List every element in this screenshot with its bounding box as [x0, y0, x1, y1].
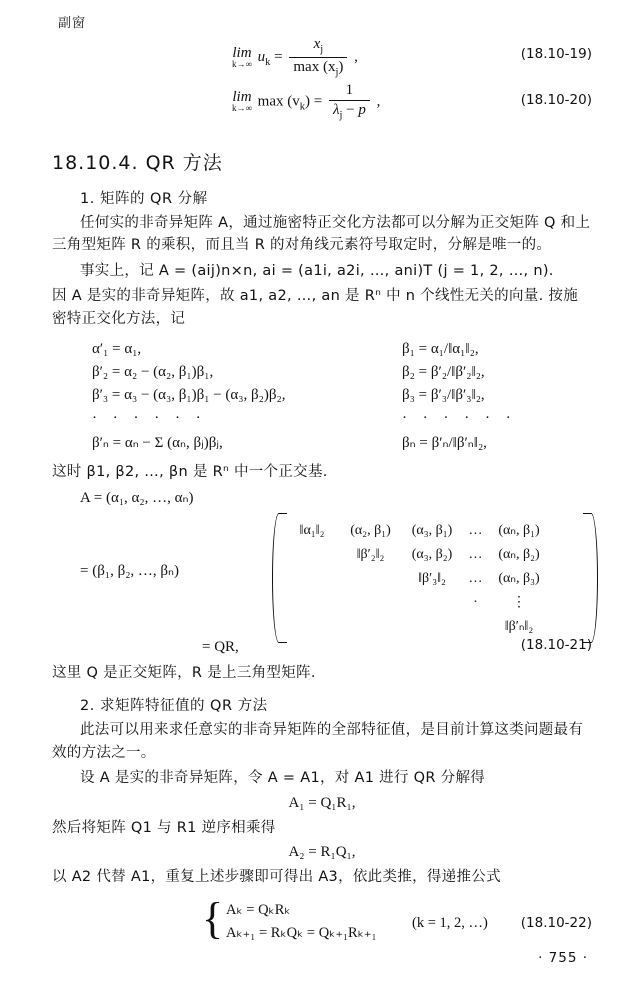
table-row	[52, 384, 592, 407]
gram-left-dots: · · · · · ·	[92, 410, 207, 427]
equation-18-10-19-body	[232, 36, 358, 79]
gram-right-3: β₃ = β′₃/‖β′₃‖₂,	[402, 387, 485, 404]
equation-lhs-sub: k	[265, 57, 271, 68]
paragraph-method-effectiveness: 此法可以用来求任意实的非奇异矩阵的全部特征值，是目前计算这类问题最有效的方法之一。	[52, 722, 584, 761]
fraction-denominator: $\lambda_j - p$	[332, 102, 366, 122]
matrix-bracket-left	[272, 513, 287, 643]
gram-left-1: α′₁ = α₁,	[92, 341, 142, 358]
matrix-lhs-beta: = (β₁, β₂, …, βₙ)	[80, 562, 180, 579]
subsection-heading-2: 2. 求矩阵特征值的 QR 方法	[80, 698, 268, 715]
matrix-row-5: ‖β′ₙ‖₂	[504, 618, 534, 634]
gram-right-1: β₁ = α₁/‖α₁‖₂,	[402, 341, 479, 358]
matrix-r	[272, 513, 598, 641]
qr-equals: = QR,	[202, 638, 239, 655]
equation-18-10-20	[52, 82, 592, 128]
recursion-line-2: Aₖ₊₁ = RₖQₖ = Qₖ₊₁Rₖ₊₁	[226, 924, 377, 941]
equation-tag-18-10-20: (18.10-20)	[520, 92, 592, 108]
matrix-rows	[286, 519, 586, 639]
equation-tag-18-10-19: (18.10-19)	[520, 46, 592, 62]
qr-result-line	[52, 635, 592, 659]
page-number: · 755 ·	[538, 950, 588, 966]
paragraph-setup: 设 A 是实的非奇异矩阵，令 A = A1，对 A1 进行 QR 分解得	[80, 770, 486, 787]
paragraph-definition: 事实上，记 A = (aij)n×n, ai = (a1i, a2i, …, ani)T (j = 1, 2, …, n).	[80, 262, 554, 279]
fraction-denominator: $\max (x_j)$	[293, 59, 344, 79]
matrix-row-3: ‖β′₃‖₂ … (αₙ, β₃)	[418, 570, 540, 586]
fraction	[329, 82, 370, 122]
recursion-formula-block	[52, 895, 592, 947]
equals-sign: =	[313, 93, 323, 110]
paragraph-orthogonal-basis: 这时 β1, β2, …, βn 是 Rⁿ 中一个正交基.	[52, 464, 328, 481]
equation-tag-18-10-22: (18.10-22)	[520, 914, 592, 931]
paragraph-qr-decomposition: 任何实的非奇异矩阵 A，通过施密特正交化方法都可以分解为正交矩阵 Q 和上三角型矩阵 R 的乘积，而且当 R 的对角线元素符号取定时，分解是唯一的。	[52, 215, 591, 254]
equation-trailing-comma: ,	[376, 93, 381, 110]
equation-18-10-19	[52, 36, 592, 82]
limit-operator: lim k→∞	[232, 44, 252, 69]
table-row	[52, 430, 592, 455]
paragraph-q-r-meaning: 这里 Q 是正交矩阵，R 是上三角型矩阵.	[52, 664, 316, 681]
gram-right-n: βₙ = β′ₙ/‖β′ₙ‖₂,	[402, 435, 487, 452]
recursion-line-1: Aₖ = QₖRₖ	[226, 901, 291, 918]
fraction-numerator: $x_j$	[289, 36, 347, 58]
gram-right-dots: · · · · · ·	[402, 410, 517, 427]
gram-left-n: β′ₙ = αₙ − Σ (αₙ, βⱼ)βⱼ,	[92, 435, 223, 452]
recursion-equations	[226, 899, 377, 945]
equation-trailing-comma: ,	[354, 49, 358, 65]
paragraph-recursion: 以 A2 代替 A1，重复上述步骤即可得出 A3，依此类推，得递推公式	[52, 869, 501, 886]
table-row	[52, 361, 592, 384]
recursion-condition: (k = 1, 2, …)	[412, 914, 488, 931]
equation-a1-qr: A₁ = Q₁R₁,	[288, 794, 356, 811]
fraction	[289, 36, 347, 79]
paragraph-linear-independence: 因 A 是实的非奇异矩阵，故 a1, a2, …, an 是 Rⁿ 中 n 个线性无关的向量. 按施密特正交化方法，记	[52, 288, 579, 327]
equation-18-10-20-body: lim k→∞ $\max (v_k)$ = $\frac{1}{\lambda_j - p}$ ,	[232, 82, 381, 122]
matrix-row-1: ‖α₁‖₂ (α₂, β₁) (α₃, β₁) … (αₙ, β₁)	[299, 522, 540, 538]
matrix-equation-block	[52, 513, 592, 633]
section-title: 18.10.4. QR 方法	[52, 152, 223, 174]
equals-sign: =	[274, 49, 283, 65]
matrix-a-definition: A = (α₁, α₂, …, αₙ)	[80, 489, 194, 506]
page-header-note: 副窗	[58, 16, 87, 31]
limit-operator: lim k→∞	[232, 89, 252, 114]
equation-a2-rq: A₂ = R₁Q₁,	[288, 844, 356, 861]
matrix-row-4: · ⋮	[473, 594, 526, 610]
left-brace: {	[202, 893, 224, 943]
gram-right-2: β₂ = β′₂/‖β′₂‖₂,	[402, 364, 485, 381]
table-row	[52, 338, 592, 361]
gram-schmidt-table	[52, 338, 592, 455]
max-function: max (v	[257, 93, 300, 110]
matrix-row-2: ‖β′₂‖₂ (α₃, β₂) … (αₙ, β₂)	[356, 546, 540, 562]
paragraph-reverse-multiply: 然后将矩阵 Q1 与 R1 逆序相乘得	[52, 819, 276, 836]
gram-left-2: β′₂ = α₂ − (α₂, β₁)β₁,	[92, 364, 214, 381]
fraction-numerator: 1	[329, 82, 370, 101]
equation-tag-18-10-21: (18.10-21)	[520, 636, 592, 653]
subsection-heading-1: 1. 矩阵的 QR 分解	[80, 191, 208, 207]
page-content	[52, 36, 592, 949]
equation-lhs: u	[257, 49, 266, 65]
table-row	[52, 407, 592, 430]
gram-left-3: β′₃ = α₃ − (α₃, β₁)β₁ − (α₃, β₂)β₂,	[92, 387, 286, 404]
